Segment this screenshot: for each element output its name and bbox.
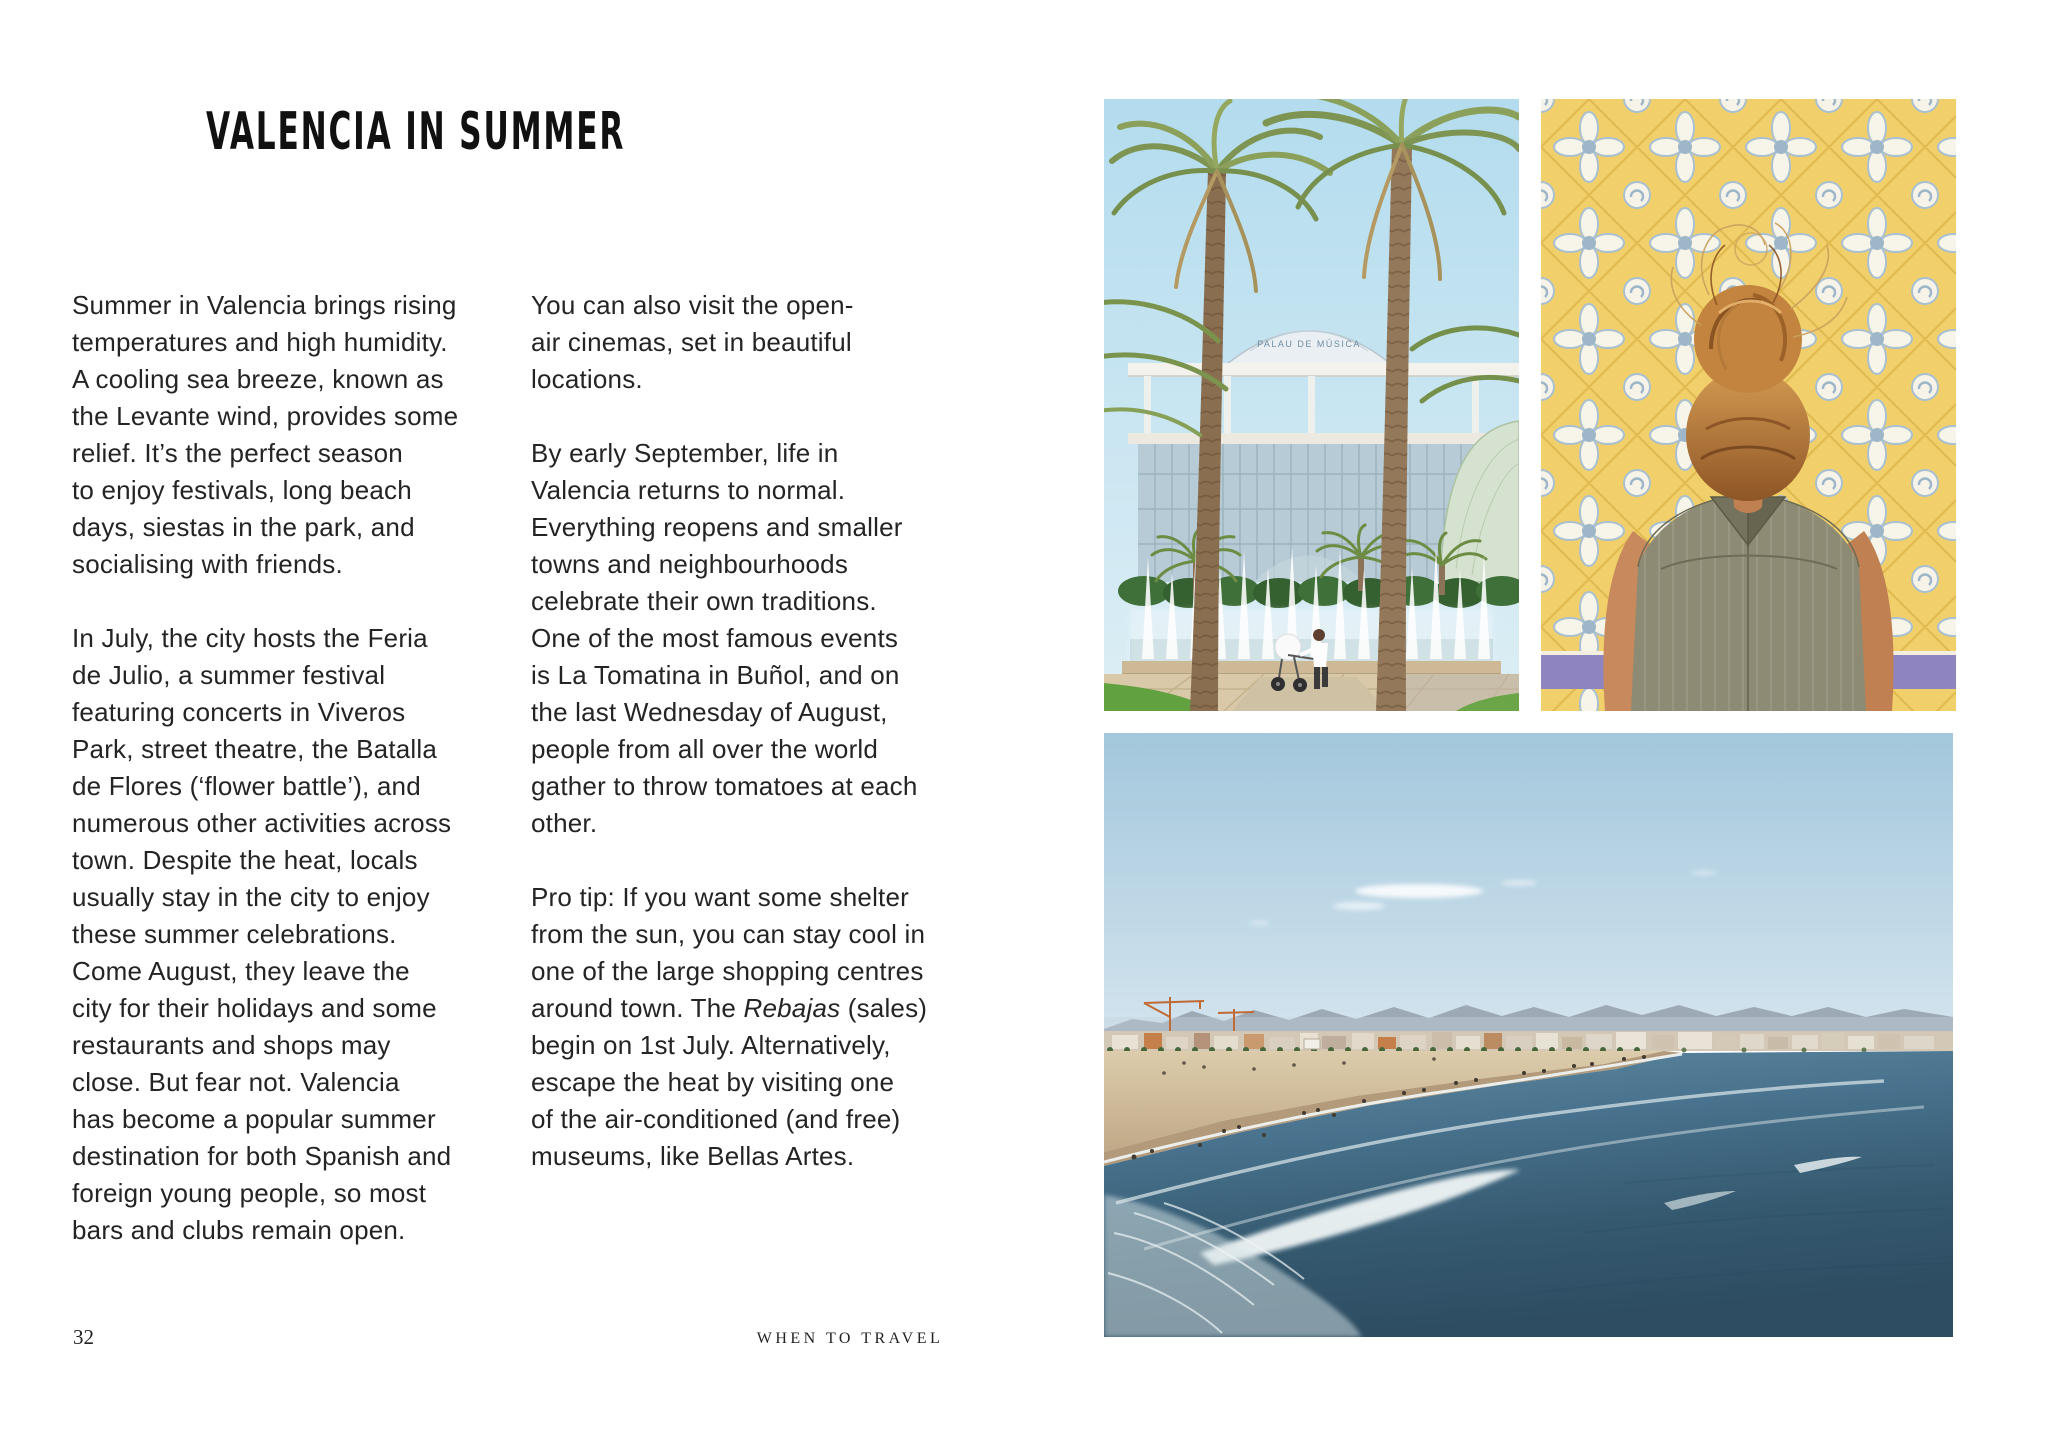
palau-fountain-photo <box>1104 99 1519 711</box>
beach-shoreline-photo <box>1104 733 1953 1337</box>
text-column-2 <box>531 287 927 1212</box>
building-sign: PALAU DE MÚSICA <box>1257 339 1361 349</box>
palau-photo-illustration <box>1104 99 1519 711</box>
paragraph: By early September, life in Valencia returns to normal. Everything reopens and smaller towns and neighbourhoods celebrate their own traditions. One of the most famous events is La Tomatina in Buñol, and on the last Wednesday of August, people from all over the world gather to throw tomatoes at each other. <box>531 438 918 838</box>
paragraph: Pro tip: If you want some shelter from the sun, you can stay cool in one of the large shopping centres around town. The Rebajas (sales) begin on 1st July. Alternatively, escape the heat by visiting one of the air-conditioned (and free) museums, like Bellas Artes. <box>531 882 928 1171</box>
tile-photo-illustration <box>1541 99 1956 711</box>
running-footer: WHEN TO TRAVEL <box>756 1330 944 1347</box>
beach-hut <box>1304 1039 1320 1049</box>
paragraph: In July, the city hosts the Feria de Julio, a summer festival featuring concerts in Viveros Park, street theatre, the Batalla de Flores (‘flower battle’), and numerous other activities across town. Despite the heat, locals usually stay in the city to enjoy these summer celebrations. Come August, they leave the city for their holidays and some restaurants and shops may close. But fear not. Valencia has become a popular summer destination for both Spanish and foreign young people, so most bars and clubs remain open. <box>72 623 452 1245</box>
paragraph: You can also visit the open- air cinemas, set in beautiful locations. <box>531 290 854 394</box>
promenade <box>1104 674 1519 711</box>
text-column-1 <box>72 287 458 1286</box>
page-title: VALENCIA IN SUMMER <box>206 102 626 162</box>
beach-photo-illustration <box>1104 733 1953 1337</box>
tile-wall-portrait-photo <box>1541 99 1956 711</box>
paragraph: Summer in Valencia brings rising temperatures and high humidity. A cooling sea breeze, known as the Levante wind, provides some relief. It’s the perfect season to enjoy festivals, long beach days, siestas in the park, and socialising with friends. <box>72 290 459 579</box>
page-number: 32 <box>73 1325 94 1349</box>
